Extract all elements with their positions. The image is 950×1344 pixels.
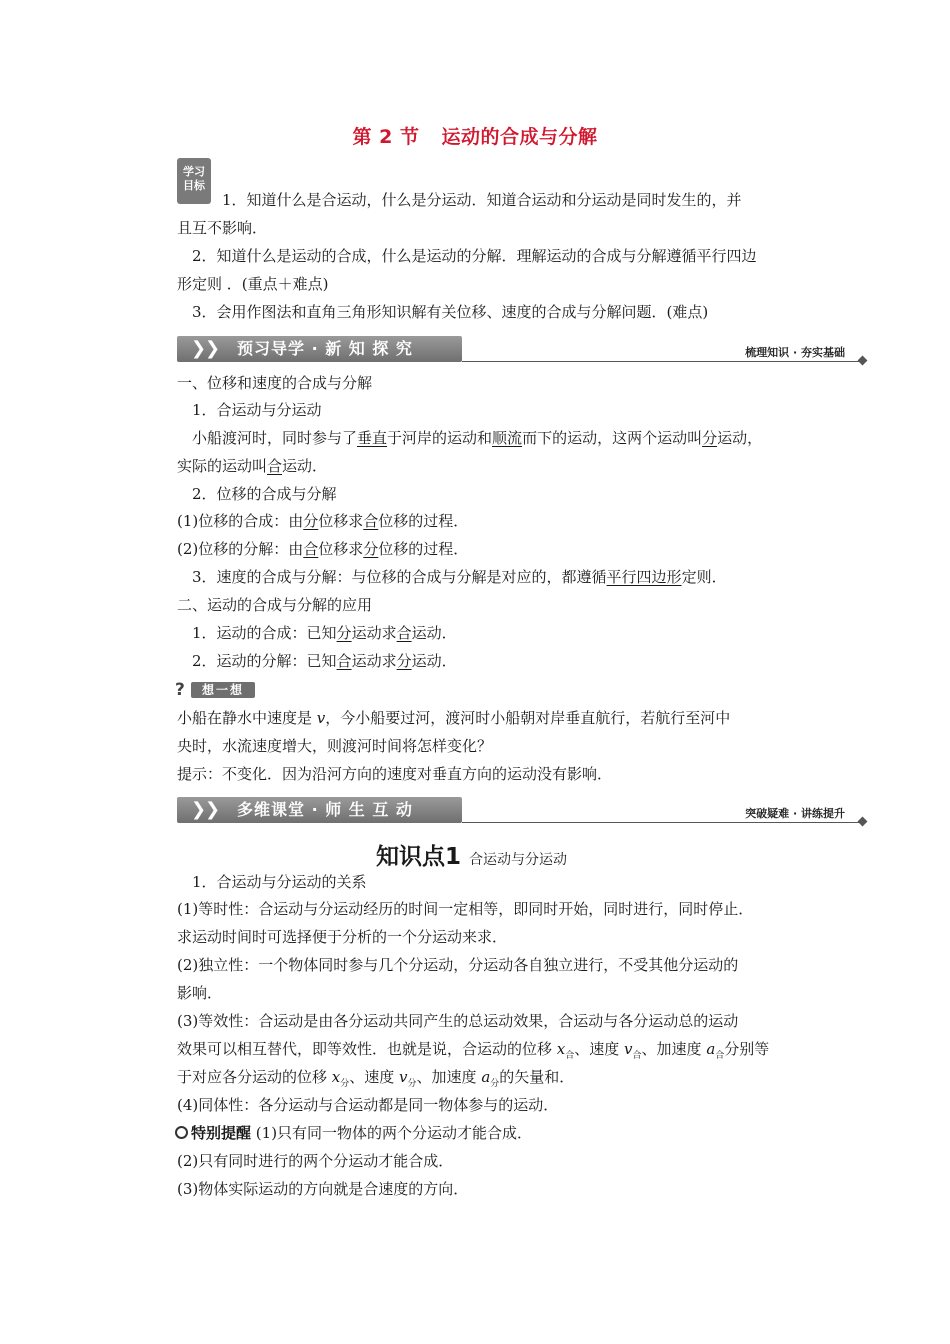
text: 运动． bbox=[411, 624, 457, 642]
subheading: 1．合运动与分运动 bbox=[192, 401, 322, 419]
fill-blank: 分 bbox=[336, 624, 352, 642]
think-label-text: 想一想 bbox=[191, 682, 255, 698]
fill-blank: 合 bbox=[363, 512, 379, 530]
knowledge-point-title: 合运动与分运动 bbox=[469, 852, 568, 868]
paragraph-line: 央时，水流速度增大，则渡河时间将怎样变化？ bbox=[177, 737, 493, 755]
learning-objectives-badge bbox=[177, 158, 211, 204]
objective-line: 且互不影响． bbox=[177, 219, 268, 237]
paragraph-line bbox=[177, 708, 730, 728]
section-banner-preview bbox=[177, 336, 867, 364]
text: 、加速度 bbox=[641, 1040, 707, 1058]
variable: a bbox=[706, 1040, 716, 1058]
chevron-icon: ❯ bbox=[205, 338, 221, 359]
diamond-icon bbox=[858, 356, 868, 366]
smiley-icon bbox=[175, 1126, 188, 1139]
badge-line1: 学习 bbox=[183, 165, 205, 178]
fill-blank: 合 bbox=[267, 457, 283, 475]
subscript: 合 bbox=[715, 1051, 725, 1061]
paragraph-line bbox=[177, 1039, 769, 1066]
knowledge-point-number: 知识点1 bbox=[376, 844, 462, 870]
objective-line: 1．知道什么是合运动，什么是分运动．知道合运动和分运动是同时发生的，并 bbox=[222, 191, 742, 209]
paragraph-line bbox=[177, 539, 468, 559]
text: 于对应各分运动的位移 bbox=[177, 1068, 332, 1086]
subheading: 2．位移的合成与分解 bbox=[192, 485, 337, 503]
heading: 二、运动的合成与分解的应用 bbox=[177, 596, 373, 614]
fill-blank: 分 bbox=[303, 512, 319, 530]
paragraph-line: (3)等效性：合运动是由各分运动共同产生的总运动效果，合运动与各分运动总的运动 bbox=[177, 1012, 739, 1030]
text: 运动． bbox=[411, 652, 457, 670]
text: 、加速度 bbox=[416, 1068, 482, 1086]
chevron-icon: ❯ bbox=[205, 799, 221, 820]
text: 位移求 bbox=[318, 512, 364, 530]
fill-blank: 合 bbox=[396, 624, 412, 642]
text: 、速度 bbox=[574, 1040, 625, 1058]
text: (1)只有同一物体的两个分运动才能合成． bbox=[255, 1124, 533, 1142]
badge-line2: 目标 bbox=[183, 179, 205, 192]
paragraph-line: (4)同体性：各分运动与合运动都是同一物体参与的运动． bbox=[177, 1096, 559, 1114]
paragraph-line bbox=[177, 456, 327, 476]
fill-blank: 顺流 bbox=[492, 429, 523, 447]
subheading: 1．合运动与分运动的关系 bbox=[192, 873, 367, 891]
variable: v bbox=[316, 709, 326, 727]
text: 定则． bbox=[681, 568, 727, 586]
fill-blank: 平行四边形 bbox=[606, 568, 682, 586]
text: 运动． bbox=[282, 457, 328, 475]
text: 实际的运动叫 bbox=[177, 457, 268, 475]
knowledge-point-heading bbox=[376, 838, 567, 871]
variable: x bbox=[556, 1040, 566, 1058]
reminder-label-text: 特别提醒 bbox=[191, 1124, 252, 1142]
paragraph-line bbox=[192, 651, 457, 671]
objective-line: 3．会用作图法和直角三角形知识解有关位移、速度的合成与分解问题．(难点) bbox=[192, 303, 709, 321]
text: 而下的运动，这两个运动叫 bbox=[522, 429, 703, 447]
text: 效果可以相互替代，即等效性．也就是说，合运动的位移 bbox=[177, 1040, 557, 1058]
banner-rule bbox=[462, 361, 862, 362]
text: ，今小船要过河，渡河时小船朝对岸垂直航行，若航行至河中 bbox=[325, 709, 731, 727]
paragraph-line bbox=[177, 1067, 574, 1094]
fill-blank: 分 bbox=[396, 652, 412, 670]
text: 位移的过程． bbox=[378, 540, 469, 558]
text: (2)位移的分解：由 bbox=[177, 540, 304, 558]
banner-rule bbox=[462, 822, 862, 823]
fill-blank: 合 bbox=[303, 540, 319, 558]
reminder-line: (3)物体实际运动的方向就是合速度的方向． bbox=[177, 1180, 469, 1198]
diamond-icon bbox=[858, 817, 868, 827]
paragraph-line bbox=[192, 623, 457, 643]
paragraph-line bbox=[177, 511, 468, 531]
subscript: 合 bbox=[565, 1051, 575, 1061]
section-banner-classroom bbox=[177, 797, 867, 825]
fill-blank: 分 bbox=[702, 429, 718, 447]
subscript: 分 bbox=[490, 1079, 500, 1089]
text: 3．速度的合成与分解：与位移的合成与分解是对应的，都遵循 bbox=[192, 568, 607, 586]
fill-blank: 垂直 bbox=[357, 429, 388, 447]
text: 运动， bbox=[717, 429, 763, 447]
text: 位移求 bbox=[318, 540, 364, 558]
subscript: 分 bbox=[340, 1079, 350, 1089]
paragraph-line: (1)等时性：合运动与分运动经历的时间一定相等，即同时开始，同时进行，同时停止． bbox=[177, 900, 754, 918]
banner-subtitle: 突破疑难 · 讲练提升 bbox=[745, 807, 845, 820]
text: 于河岸的运动和 bbox=[387, 429, 493, 447]
banner-title: 多维课堂 · 师 生 互 动 bbox=[237, 800, 413, 819]
reminder-line bbox=[175, 1123, 532, 1143]
objective-line: 形定则 ．(重点＋难点) bbox=[177, 275, 329, 293]
fill-blank: 合 bbox=[336, 652, 352, 670]
fill-blank: 分 bbox=[363, 540, 379, 558]
text: 小船在静水中速度是 bbox=[177, 709, 317, 727]
text: 运动求 bbox=[351, 652, 397, 670]
text: 2．运动的分解：已知 bbox=[192, 652, 337, 670]
variable: x bbox=[331, 1068, 341, 1086]
paragraph-line: 求运动时间时可选择便于分析的一个分运动来求． bbox=[177, 928, 508, 946]
text: 小船渡河时，同时参与了 bbox=[192, 429, 358, 447]
section-number: 第 2 节 bbox=[352, 126, 420, 148]
chevron-icon: ❯ bbox=[191, 799, 207, 820]
variable: v bbox=[624, 1040, 633, 1058]
banner-title: 预习导学 · 新 知 探 究 bbox=[237, 339, 413, 358]
text: 、速度 bbox=[349, 1068, 400, 1086]
paragraph-line: (2)独立性：一个物体同时参与几个分运动，分运动各自独立进行，不受其他分运动的 bbox=[177, 956, 739, 974]
text: 运动求 bbox=[351, 624, 397, 642]
variable: a bbox=[481, 1068, 491, 1086]
text: 1．运动的合成：已知 bbox=[192, 624, 337, 642]
reminder-label bbox=[175, 1124, 251, 1142]
chevron-icon: ❯ bbox=[191, 338, 207, 359]
paragraph-line bbox=[192, 567, 727, 587]
banner-subtitle: 梳理知识 · 夯实基础 bbox=[745, 346, 845, 359]
reminder-line: (2)只有同时进行的两个分运动才能合成． bbox=[177, 1152, 454, 1170]
variable: v bbox=[399, 1068, 408, 1086]
page-title bbox=[0, 122, 950, 149]
subscript: 分 bbox=[407, 1079, 417, 1089]
subscript: 合 bbox=[632, 1051, 642, 1061]
text: 分别等 bbox=[724, 1040, 770, 1058]
paragraph-line bbox=[192, 428, 762, 448]
question-mark-icon: ? bbox=[175, 680, 185, 700]
objective-line: 2．知道什么是运动的合成，什么是运动的分解．理解运动的合成与分解遵循平行四边 bbox=[192, 247, 757, 265]
section-title: 运动的合成与分解 bbox=[441, 126, 598, 148]
answer-line: 提示：不变化．因为沿河方向的速度对垂直方向的运动没有影响． bbox=[177, 765, 613, 783]
heading: 一、位移和速度的合成与分解 bbox=[177, 374, 373, 392]
text: 位移的过程． bbox=[378, 512, 469, 530]
paragraph-line: 影响． bbox=[177, 984, 223, 1002]
text: 的矢量和． bbox=[499, 1068, 575, 1086]
text: (1)位移的合成：由 bbox=[177, 512, 304, 530]
